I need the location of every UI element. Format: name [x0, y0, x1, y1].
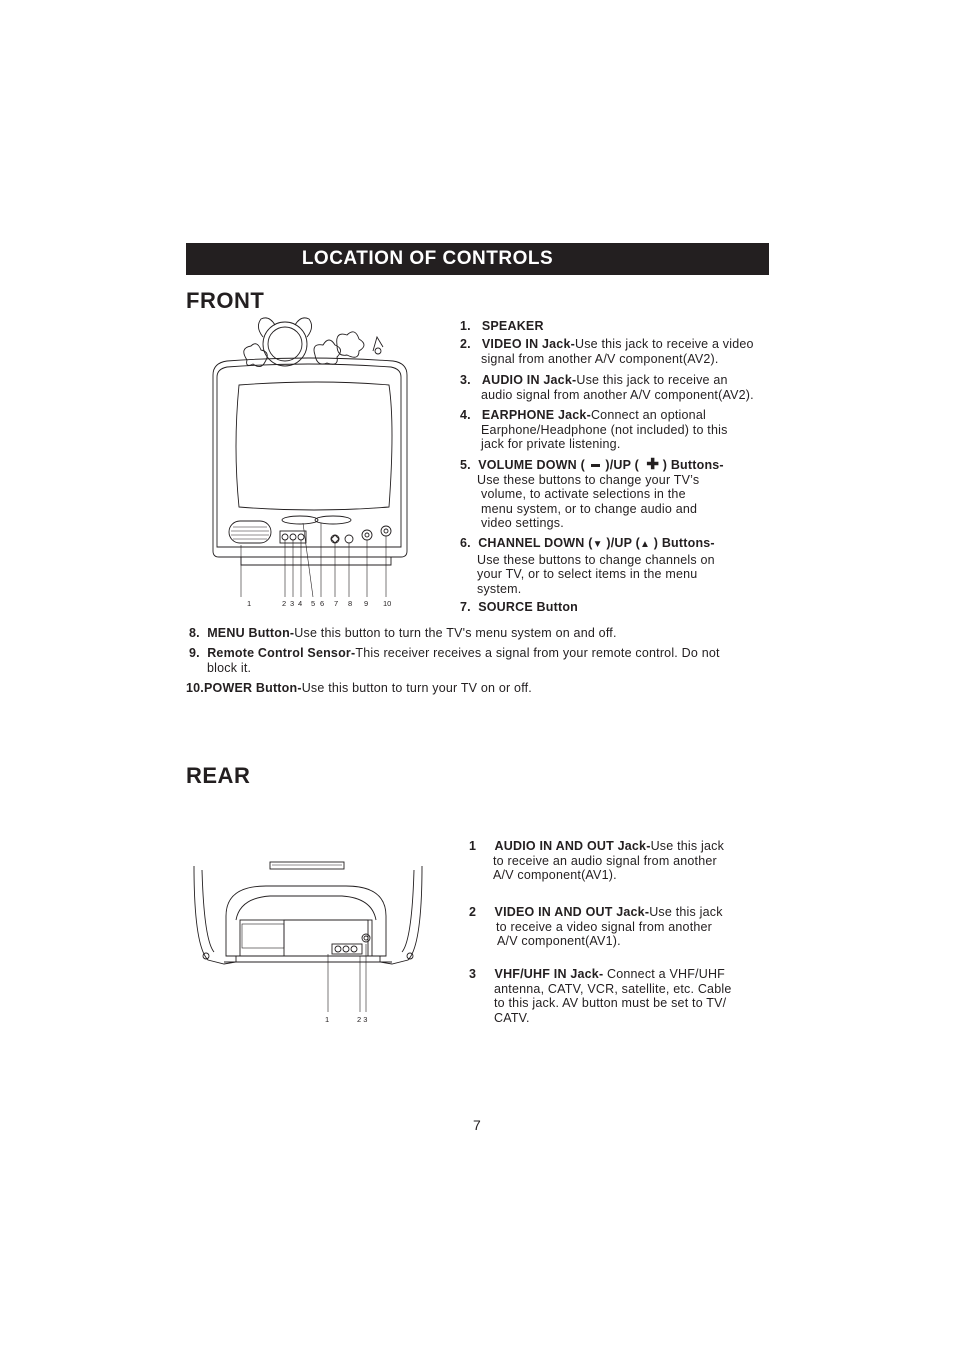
front-label-5: 5: [311, 599, 316, 608]
rear-item-2: 2 VIDEO IN AND OUT Jack-Use this jack to receive a video signal from another A/V component(AV1).: [469, 905, 723, 948]
front-item-2: 2. VIDEO IN Jack-Use this jack to receive a video signal from another A/V component(AV2).: [460, 337, 754, 366]
front-label-6: 6: [320, 599, 325, 608]
front-tv-diagram: [205, 315, 425, 610]
front-item-6: 6. CHANNEL DOWN (▼ )/UP (▲ ) Buttons- Use these buttons to change channels on your TV, or to select items in the menu system.: [460, 536, 715, 596]
front-label-10: 10: [383, 599, 392, 608]
front-label-7: 7: [334, 599, 339, 608]
rear-top-handle: [270, 862, 344, 869]
front-item-7: 7. SOURCE Button: [460, 600, 578, 614]
front-item-3: 3. AUDIO IN Jack-Use this jack to receive an audio signal from another A/V component(AV2).: [460, 373, 754, 402]
rear-heading: REAR: [186, 763, 251, 788]
front-label-9: 9: [364, 599, 369, 608]
front-label-2: 2: [282, 599, 287, 608]
front-label-8: 8: [348, 599, 353, 608]
rear-label-23: 2 3: [357, 1015, 368, 1024]
rear-item-3: 3 VHF/UHF IN Jack- Connect a VHF/UHF antenna, CATV, VCR, satellite, etc. Cable to this jack. AV button must be set to TV/ CATV.: [469, 967, 732, 1025]
front-heading: FRONT: [186, 288, 265, 313]
triangle-down-icon: ▼: [592, 539, 603, 550]
front-item-5: 5. VOLUME DOWN ( )/UP ( ✚ ) Buttons- Use these buttons to change your TV’s volume, to activate selections in the menu system, or to change audio and video settings.: [460, 456, 724, 530]
front-label-4: 4: [298, 599, 303, 608]
section-banner: [186, 243, 769, 275]
front-item-10: 10.POWER Button-Use this button to turn your TV on or off.: [186, 681, 532, 695]
front-item-9: 9. Remote Control Sensor-This receiver receives a signal from your remote control. Do not block it.: [189, 646, 720, 675]
front-label-3: 3: [290, 599, 295, 608]
front-item-4: 4. EARPHONE Jack-Connect an optional Earphone/Headphone (not included) to this jack for private listening.: [460, 408, 728, 451]
plus-icon: ✚: [646, 456, 660, 473]
flower-center: [263, 322, 307, 366]
front-item-8: 8. MENU Button-Use this button to turn the TV's menu system on and off.: [189, 626, 617, 640]
section-title: LOCATION OF CONTROLS: [301, 248, 554, 269]
rear-item-1: 1 AUDIO IN AND OUT Jack-Use this jack to receive an audio signal from another A/V component(AV1).: [469, 839, 725, 882]
rear-tv-diagram: [190, 858, 430, 1028]
rear-label-1: 1: [325, 1015, 330, 1024]
front-item-1: 1. SPEAKER: [460, 319, 544, 333]
triangle-up-icon: ▲: [639, 539, 651, 550]
minus-icon: [591, 464, 600, 467]
front-label-1: 1: [247, 599, 252, 608]
screen-outline: [236, 382, 392, 510]
page-number: 7: [473, 1117, 481, 1133]
